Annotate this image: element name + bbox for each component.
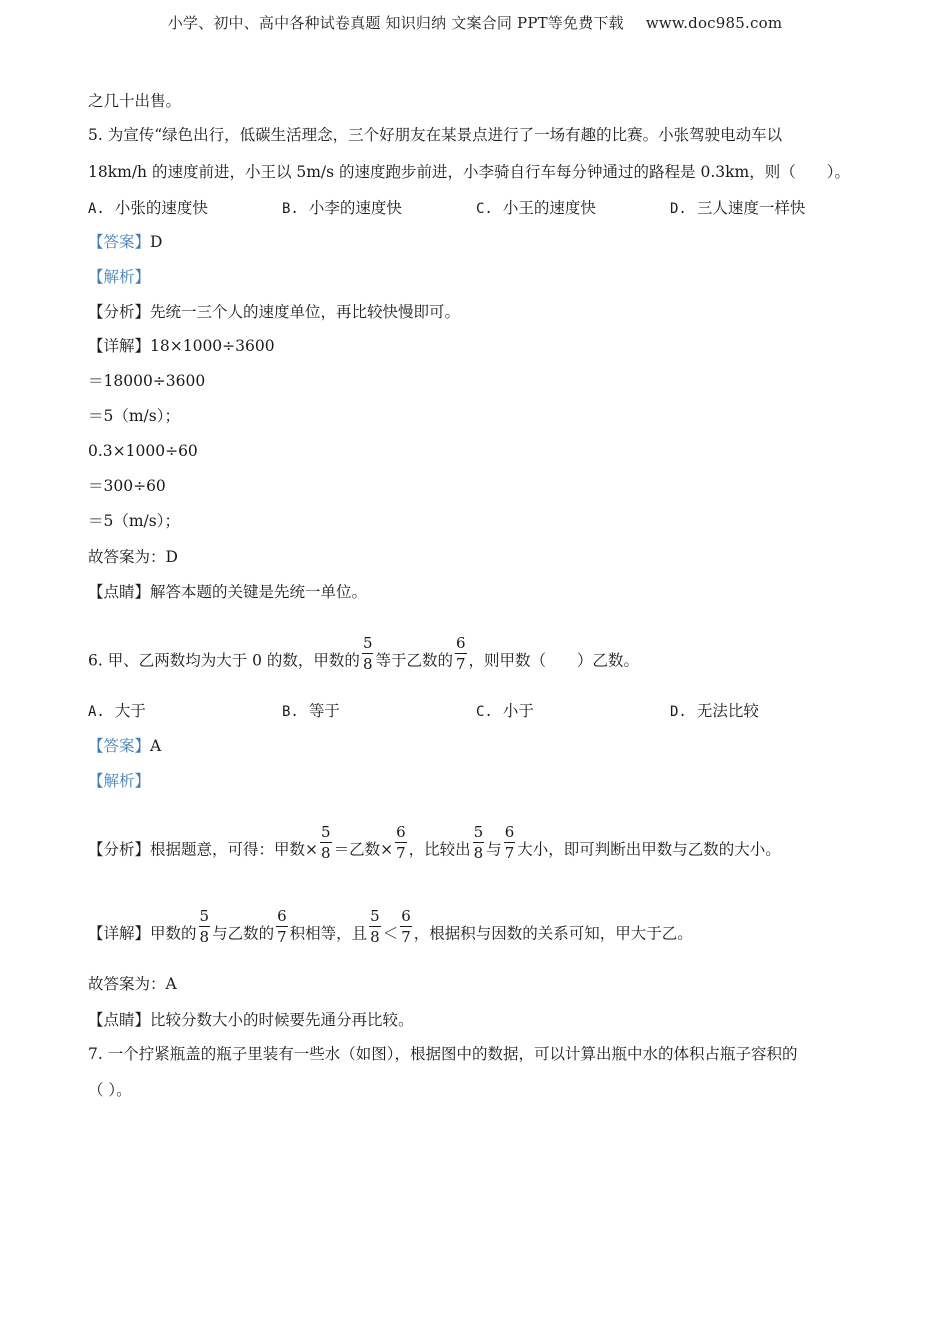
header-site-link[interactable]: www.doc985.com	[645, 14, 783, 32]
q4-tail-text: 之几十出售。	[88, 92, 182, 110]
q5-stem-line1: 5. 为宣传“绿色出行，低碳生活理念，三个好朋友在某景点进行了一场有趣的比赛。小张驾驶电动车以	[88, 126, 783, 144]
q6-option-a: A. 大于	[88, 702, 146, 720]
fraction: $\frac{5}{8}$	[199, 907, 210, 946]
fraction: $\frac{6}{7}$	[504, 823, 515, 862]
q6-option-d: D. 无法比较	[670, 702, 759, 720]
q5-xiangjie: 【详解】18×1000÷3600	[88, 337, 275, 355]
q7-stem-line2: （ ）。	[88, 1081, 132, 1099]
answer-tag: 【答案】	[88, 233, 151, 251]
q5-step: 0.3×1000÷60	[88, 442, 198, 460]
q5-option-c: C. 小王的速度快	[476, 199, 596, 217]
q5-jiexi-tag: 【解析】	[88, 268, 151, 286]
q6-option-c: C. 小于	[476, 702, 534, 720]
fraction: $\frac{6}{7}$	[277, 907, 287, 946]
q6-dianjing: 【点睛】比较分数大小的时候要先通分再比较。	[88, 1011, 414, 1029]
q6-answer: 【答案】A	[88, 737, 162, 755]
fraction: $\frac{5}{8}$	[473, 823, 484, 862]
q6-stem: 6. 甲、乙两数均为大于 0 的数，甲数的 $\frac{5}{8}$ 等于乙数的 $\frac{6}{7}$ ，则甲数（ ）乙数。	[88, 634, 640, 673]
q7-stem-line1: 7. 一个拧紧瓶盖的瓶子里装有一些水（如图），根据图中的数据，可以计算出瓶中水的体积占瓶子容积的	[88, 1045, 798, 1063]
q5-stem-line2: 18km/h 的速度前进，小王以 5m/s 的速度跑步前进，小李骑自行车每分钟通过的路程是 0.3km，则（ ）。	[88, 163, 850, 181]
q6-jiexi-tag: 【解析】	[88, 772, 151, 790]
q6-fenxi: 【分析】根据题意，可得：甲数× $\frac{5}{8}$ ＝乙数× $\frac{6}{7}$ ，比较出 $\frac{5}{8}$ 与 $\frac{6}{7}$ 大小，即可判断出甲数与乙数的大小。	[88, 823, 781, 862]
q5-dianjing: 【点睛】解答本题的关键是先统一单位。	[88, 583, 368, 601]
fraction: $\frac{5}{8}$	[370, 907, 380, 946]
fraction: $\frac{5}{8}$	[321, 823, 331, 862]
q5-step: ＝5（m/s）；	[88, 407, 180, 425]
q6-conclusion: 故答案为：A	[88, 975, 177, 993]
fraction: $\frac{6}{7}$	[401, 907, 411, 946]
fraction: $\frac{6}{7}$	[396, 823, 406, 862]
q5-answer: 【答案】D	[88, 233, 163, 251]
header-promo-text: 小学、初中、高中各种试卷真题 知识归纳 文案合同 PPT等免费下载	[167, 14, 624, 32]
answer-tag: 【答案】	[88, 737, 151, 755]
q5-option-b: B. 小李的速度快	[282, 199, 402, 217]
fraction: $\frac{5}{8}$	[362, 634, 373, 673]
q5-conclusion: 故答案为：D	[88, 548, 178, 566]
q5-option-a: A. 小张的速度快	[88, 199, 208, 217]
q5-option-d: D. 三人速度一样快	[670, 199, 806, 217]
page-header	[0, 12, 950, 33]
q6-xiangjie: 【详解】甲数的 $\frac{5}{8}$ 与乙数的 $\frac{6}{7}$ 积相等，且 $\frac{5}{8}$ ＜ $\frac{6}{7}$ ，根据积与因数的关系可知，甲大于乙。	[88, 907, 693, 946]
q6-option-b: B. 等于	[282, 702, 340, 720]
q5-step: ＝300÷60	[88, 477, 166, 495]
q5-fenxi: 【分析】先统一三个人的速度单位，再比较快慢即可。	[88, 303, 461, 321]
q5-step: ＝5（m/s）；	[88, 512, 180, 530]
fraction: $\frac{6}{7}$	[456, 634, 466, 673]
q5-step: ＝18000÷3600	[88, 372, 206, 390]
